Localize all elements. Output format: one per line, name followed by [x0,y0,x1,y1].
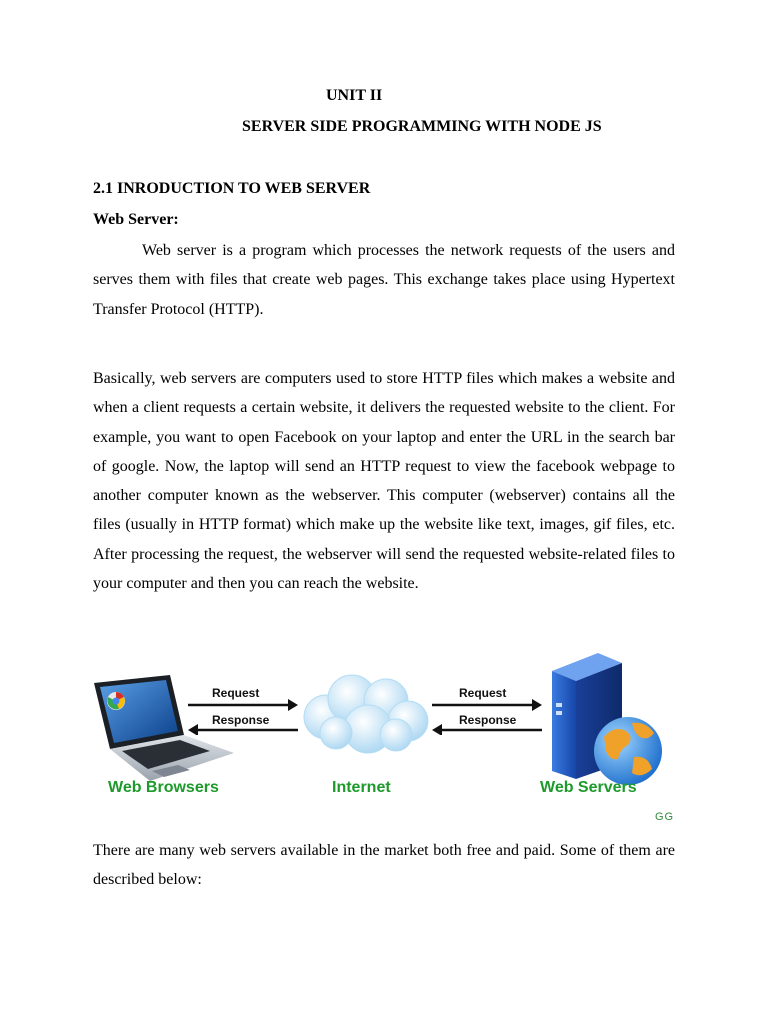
label-web-browsers: Web Browsers [108,779,219,796]
label-web-servers: Web Servers [540,779,637,796]
left-request-label: Request [212,686,260,700]
paragraph-explanation: Basically, web servers are computers used to store HTTP files which makes a website and when a client requests a certain website, it delivers the requested website to the client. For example, you want to open Facebook on your laptop and enter the URL in the search bar of google. Now, the laptop will send an HTTP request to view the facebook webpage to another computer known as the webserver. This computer (webserver) contains all the files (usually in HTTP format) which make up the website like text, images, gif files, etc. After processing the request, the webserver will send the requested website-related files to your computer and then you can reach the website. [93,370,675,593]
right-request-label: Request [459,686,507,700]
label-internet: Internet [332,779,391,796]
right-response-label: Response [459,713,517,727]
web-server-diagram [88,645,678,815]
chapter-title: SERVER SIDE PROGRAMMING WITH NODE JS [242,118,602,135]
unit-heading: UNIT II [326,87,383,104]
section-heading: 2.1 INRODUCTION TO WEB SERVER [93,180,371,197]
paragraph-intro: Web server is a program which processes the network requests of the users and serves them with files that create web pages. This exchange takes place using Hypertext Transfer Protocol (HTTP). [93,242,675,318]
left-response-label: Response [212,713,270,727]
paragraph-servers-list-intro: There are many web servers available in the market both free and paid. Some of them are described below: [93,842,675,889]
cloud-icon [296,671,436,755]
server-icon [540,645,666,795]
watermark-logo: GG [655,811,675,823]
subsection-heading: Web Server: [93,211,179,228]
